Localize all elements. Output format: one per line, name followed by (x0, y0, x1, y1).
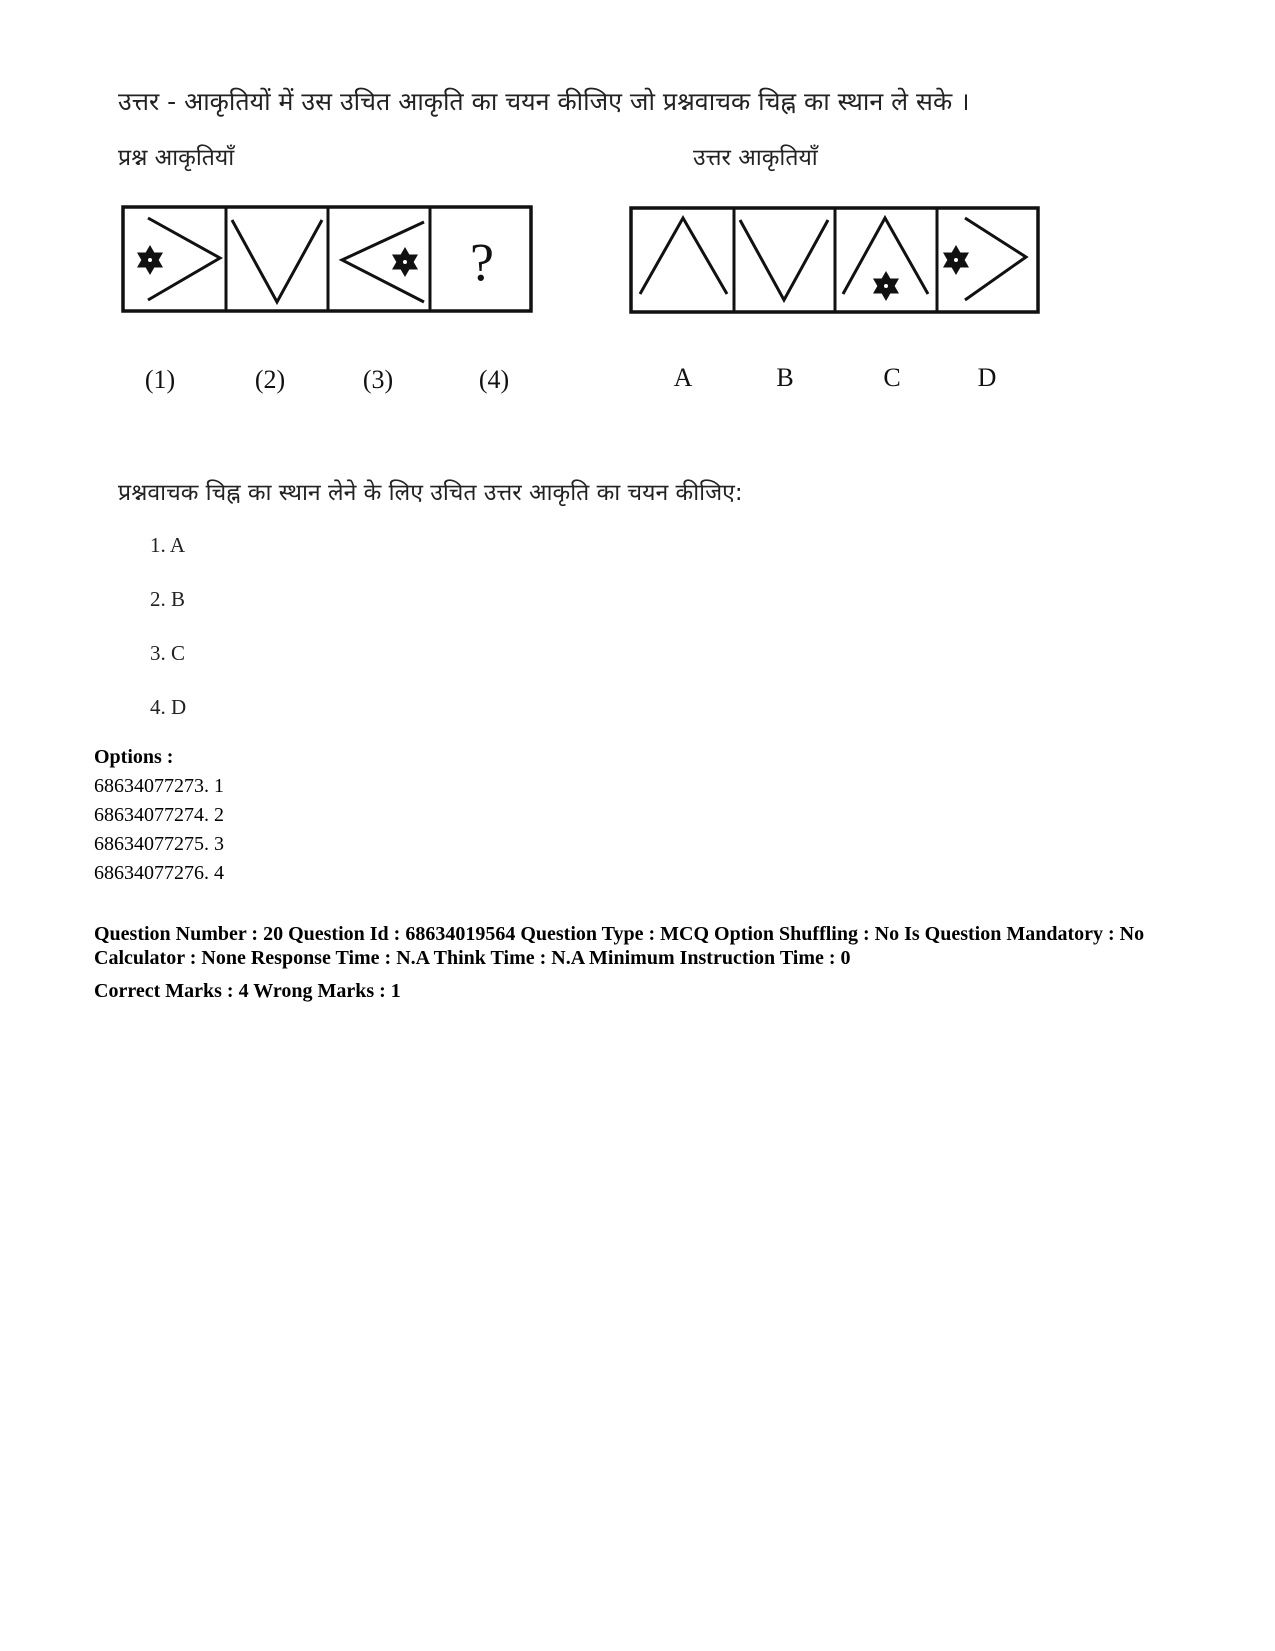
question-meta: Question Number : 20 Question Id : 68634019564 Question Type : MCQ Option Shuffling : No Is Question Mandatory : No Calculator : None Response Time : N.A Think Time : N.A Minimum Instruction Time : 0 (94, 923, 1145, 969)
instruction-text: उत्तर - आकृतियों में उस उचित आकृति का चयन कीजिए जो प्रश्नवाचक चिह्न का स्थान ले सके । (118, 87, 970, 116)
choice-item: 3. C (150, 641, 186, 665)
option-item: 68634077276. 4 (94, 862, 224, 884)
answer-figure-c (843, 218, 928, 298)
question-figure-label: (1) (144, 365, 176, 394)
answer-figure-b (740, 220, 828, 300)
figure-series (0, 0, 1275, 420)
choice-item: 2. B (150, 587, 186, 611)
choice-item: 4. D (150, 695, 187, 719)
answer-figure-label: A (673, 363, 693, 392)
question-figure-label: (3) (362, 365, 394, 394)
option-item: 68634077273. 1 (94, 775, 224, 797)
option-item: 68634077274. 2 (94, 804, 224, 826)
answer-figure-strip (631, 208, 1038, 312)
question-figure-3 (342, 222, 424, 302)
question-mark: ? (470, 232, 494, 292)
answer-figure-label: D (977, 363, 997, 392)
question-figures-heading: प्रश्न आकृतियाँ (118, 145, 235, 171)
options-heading: Options : (94, 746, 174, 768)
choice-item: 1. A (150, 533, 186, 557)
question-figure-label: (4) (478, 365, 510, 394)
question-text: प्रश्नवाचक चिह्न का स्थान लेने के लिए उचित उत्तर आकृति का चयन कीजिए: (118, 480, 743, 506)
question-figure-1 (140, 218, 220, 300)
answer-figure-d (946, 218, 1026, 300)
option-item: 68634077275. 3 (94, 833, 224, 855)
marks-info: Correct Marks : 4 Wrong Marks : 1 (94, 980, 401, 1002)
answer-figure-a (640, 218, 727, 294)
question-figure-2 (232, 220, 322, 302)
answer-figure-label: C (883, 363, 901, 392)
question-figure-label: (2) (254, 365, 286, 394)
answer-figure-label: B (776, 363, 794, 392)
answer-figures-heading: उत्तर आकृतियाँ (693, 145, 818, 171)
